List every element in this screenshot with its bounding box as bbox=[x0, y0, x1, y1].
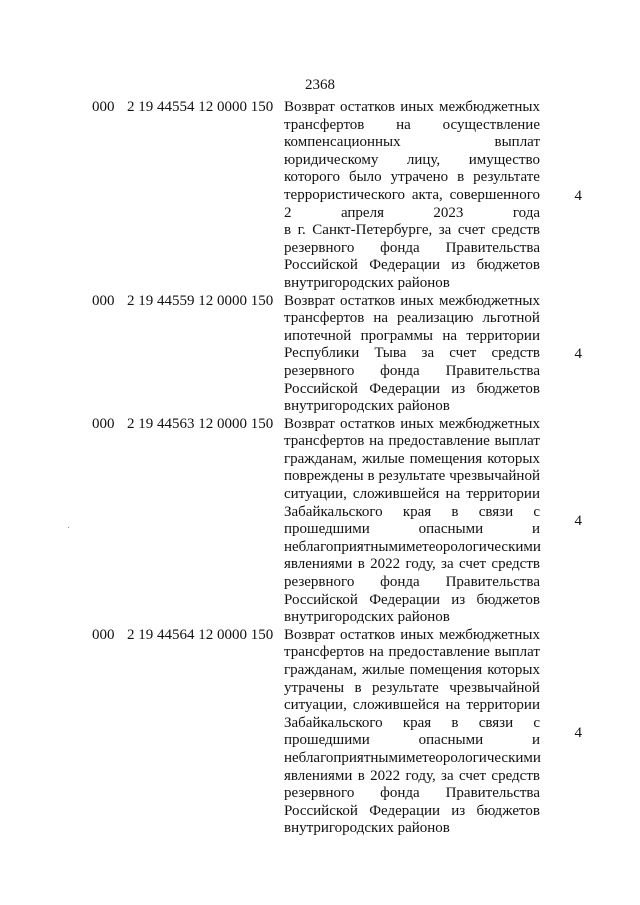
description-line: Забайкальского края в связи с bbox=[284, 503, 540, 520]
description-line: ситуации, сложившейся на территории bbox=[284, 697, 540, 714]
scan-speck bbox=[68, 527, 69, 528]
amount-value: 4 bbox=[574, 513, 582, 530]
description-line: прошедшими опасными и bbox=[284, 732, 540, 749]
description-line: Возврат остатков иных межбюджетных bbox=[284, 99, 540, 115]
description-line: в г. Санкт-Петербурге, за счет средств bbox=[284, 222, 540, 239]
description-line: гражданам, жилые помещения которых bbox=[284, 450, 540, 467]
description-line: Забайкальского края в связи с bbox=[284, 714, 540, 731]
description-line: Возврат остатков иных межбюджетных bbox=[284, 415, 540, 432]
budget-classification-code: 2 19 44564 12 0000 150 bbox=[127, 626, 274, 643]
admin-code: 000 bbox=[92, 626, 115, 643]
description-line: резервного фонда Правительства bbox=[284, 574, 540, 591]
revenue-description bbox=[284, 627, 540, 838]
description-line: трансфертов на предоставление выплат bbox=[284, 644, 540, 661]
page-number: 2368 bbox=[305, 77, 335, 93]
amount-value: 4 bbox=[574, 346, 582, 363]
description-line: Возврат остатков иных межбюджетных bbox=[284, 292, 540, 309]
description-line: ипотечной программы на территории bbox=[284, 327, 540, 344]
description-line: неблагоприятными метеорологическими bbox=[284, 749, 541, 766]
description-line: Возврат остатков иных межбюджетных bbox=[284, 626, 540, 643]
description-line: компенсационных выплат bbox=[284, 134, 540, 151]
budget-classification-code: 2 19 44559 12 0000 150 bbox=[127, 292, 274, 309]
revenue-description bbox=[284, 293, 540, 416]
table-row bbox=[0, 627, 640, 838]
description-line: неблагоприятными метеорологическими bbox=[284, 538, 541, 555]
description-line: прошедшими опасными и bbox=[284, 521, 540, 538]
amount-value: 4 bbox=[574, 188, 582, 204]
amount-value: 4 bbox=[574, 724, 582, 741]
admin-code: 000 bbox=[92, 292, 115, 309]
description-line: трансфертов на осуществление bbox=[284, 116, 540, 133]
revenue-description bbox=[284, 99, 540, 293]
description-line: Российской Федерации из бюджетов bbox=[284, 591, 540, 608]
description-line: повреждены в результате чрезвычайной bbox=[284, 468, 540, 485]
description-line: явлениями в 2022 году, за счет средств bbox=[284, 767, 540, 784]
description-line: внутригородских районов bbox=[284, 398, 450, 415]
budget-classification-code: 2 19 44563 12 0000 150 bbox=[127, 415, 274, 432]
table-row bbox=[0, 416, 640, 627]
description-line: Российской Федерации из бюджетов bbox=[284, 380, 540, 397]
description-line: внутригородских районов bbox=[284, 820, 450, 837]
description-line: Российской Федерации из бюджетов bbox=[284, 257, 540, 274]
description-line: явлениями в 2022 году, за счет средств bbox=[284, 556, 540, 573]
description-line: ситуации, сложившейся на территории bbox=[284, 486, 540, 503]
revenue-description bbox=[284, 416, 540, 627]
description-line: гражданам, жилые помещения которых bbox=[284, 662, 540, 678]
description-line: резервного фонда Правительства bbox=[284, 362, 540, 379]
budget-classification-code: 2 19 44554 12 0000 150 bbox=[127, 99, 274, 115]
description-line: которого было утрачено в результате bbox=[284, 169, 540, 186]
description-line: трансфертов на предоставление выплат bbox=[284, 433, 540, 450]
admin-code: 000 bbox=[92, 415, 115, 432]
table-row bbox=[0, 99, 640, 293]
budget-code-table bbox=[0, 99, 640, 838]
description-line: утрачены в результате чрезвычайной bbox=[284, 679, 540, 696]
description-line: резервного фонда Правительства bbox=[284, 785, 540, 802]
description-line: Республики Тыва за счет средств bbox=[284, 345, 540, 362]
description-line: внутригородских районов bbox=[284, 609, 450, 626]
description-line: террористического акта, совершенного bbox=[284, 186, 540, 203]
description-line: юридическому лицу, имущество bbox=[284, 151, 540, 168]
description-line: резервного фонда Правительства bbox=[284, 239, 540, 256]
description-line: трансфертов на реализацию льготной bbox=[284, 310, 540, 327]
description-line: внутригородских районов bbox=[284, 274, 450, 291]
description-line: 2 апреля 2023 года bbox=[284, 204, 540, 221]
table-row bbox=[0, 293, 640, 416]
description-line: Российской Федерации из бюджетов bbox=[284, 802, 540, 819]
admin-code: 000 bbox=[92, 99, 115, 115]
